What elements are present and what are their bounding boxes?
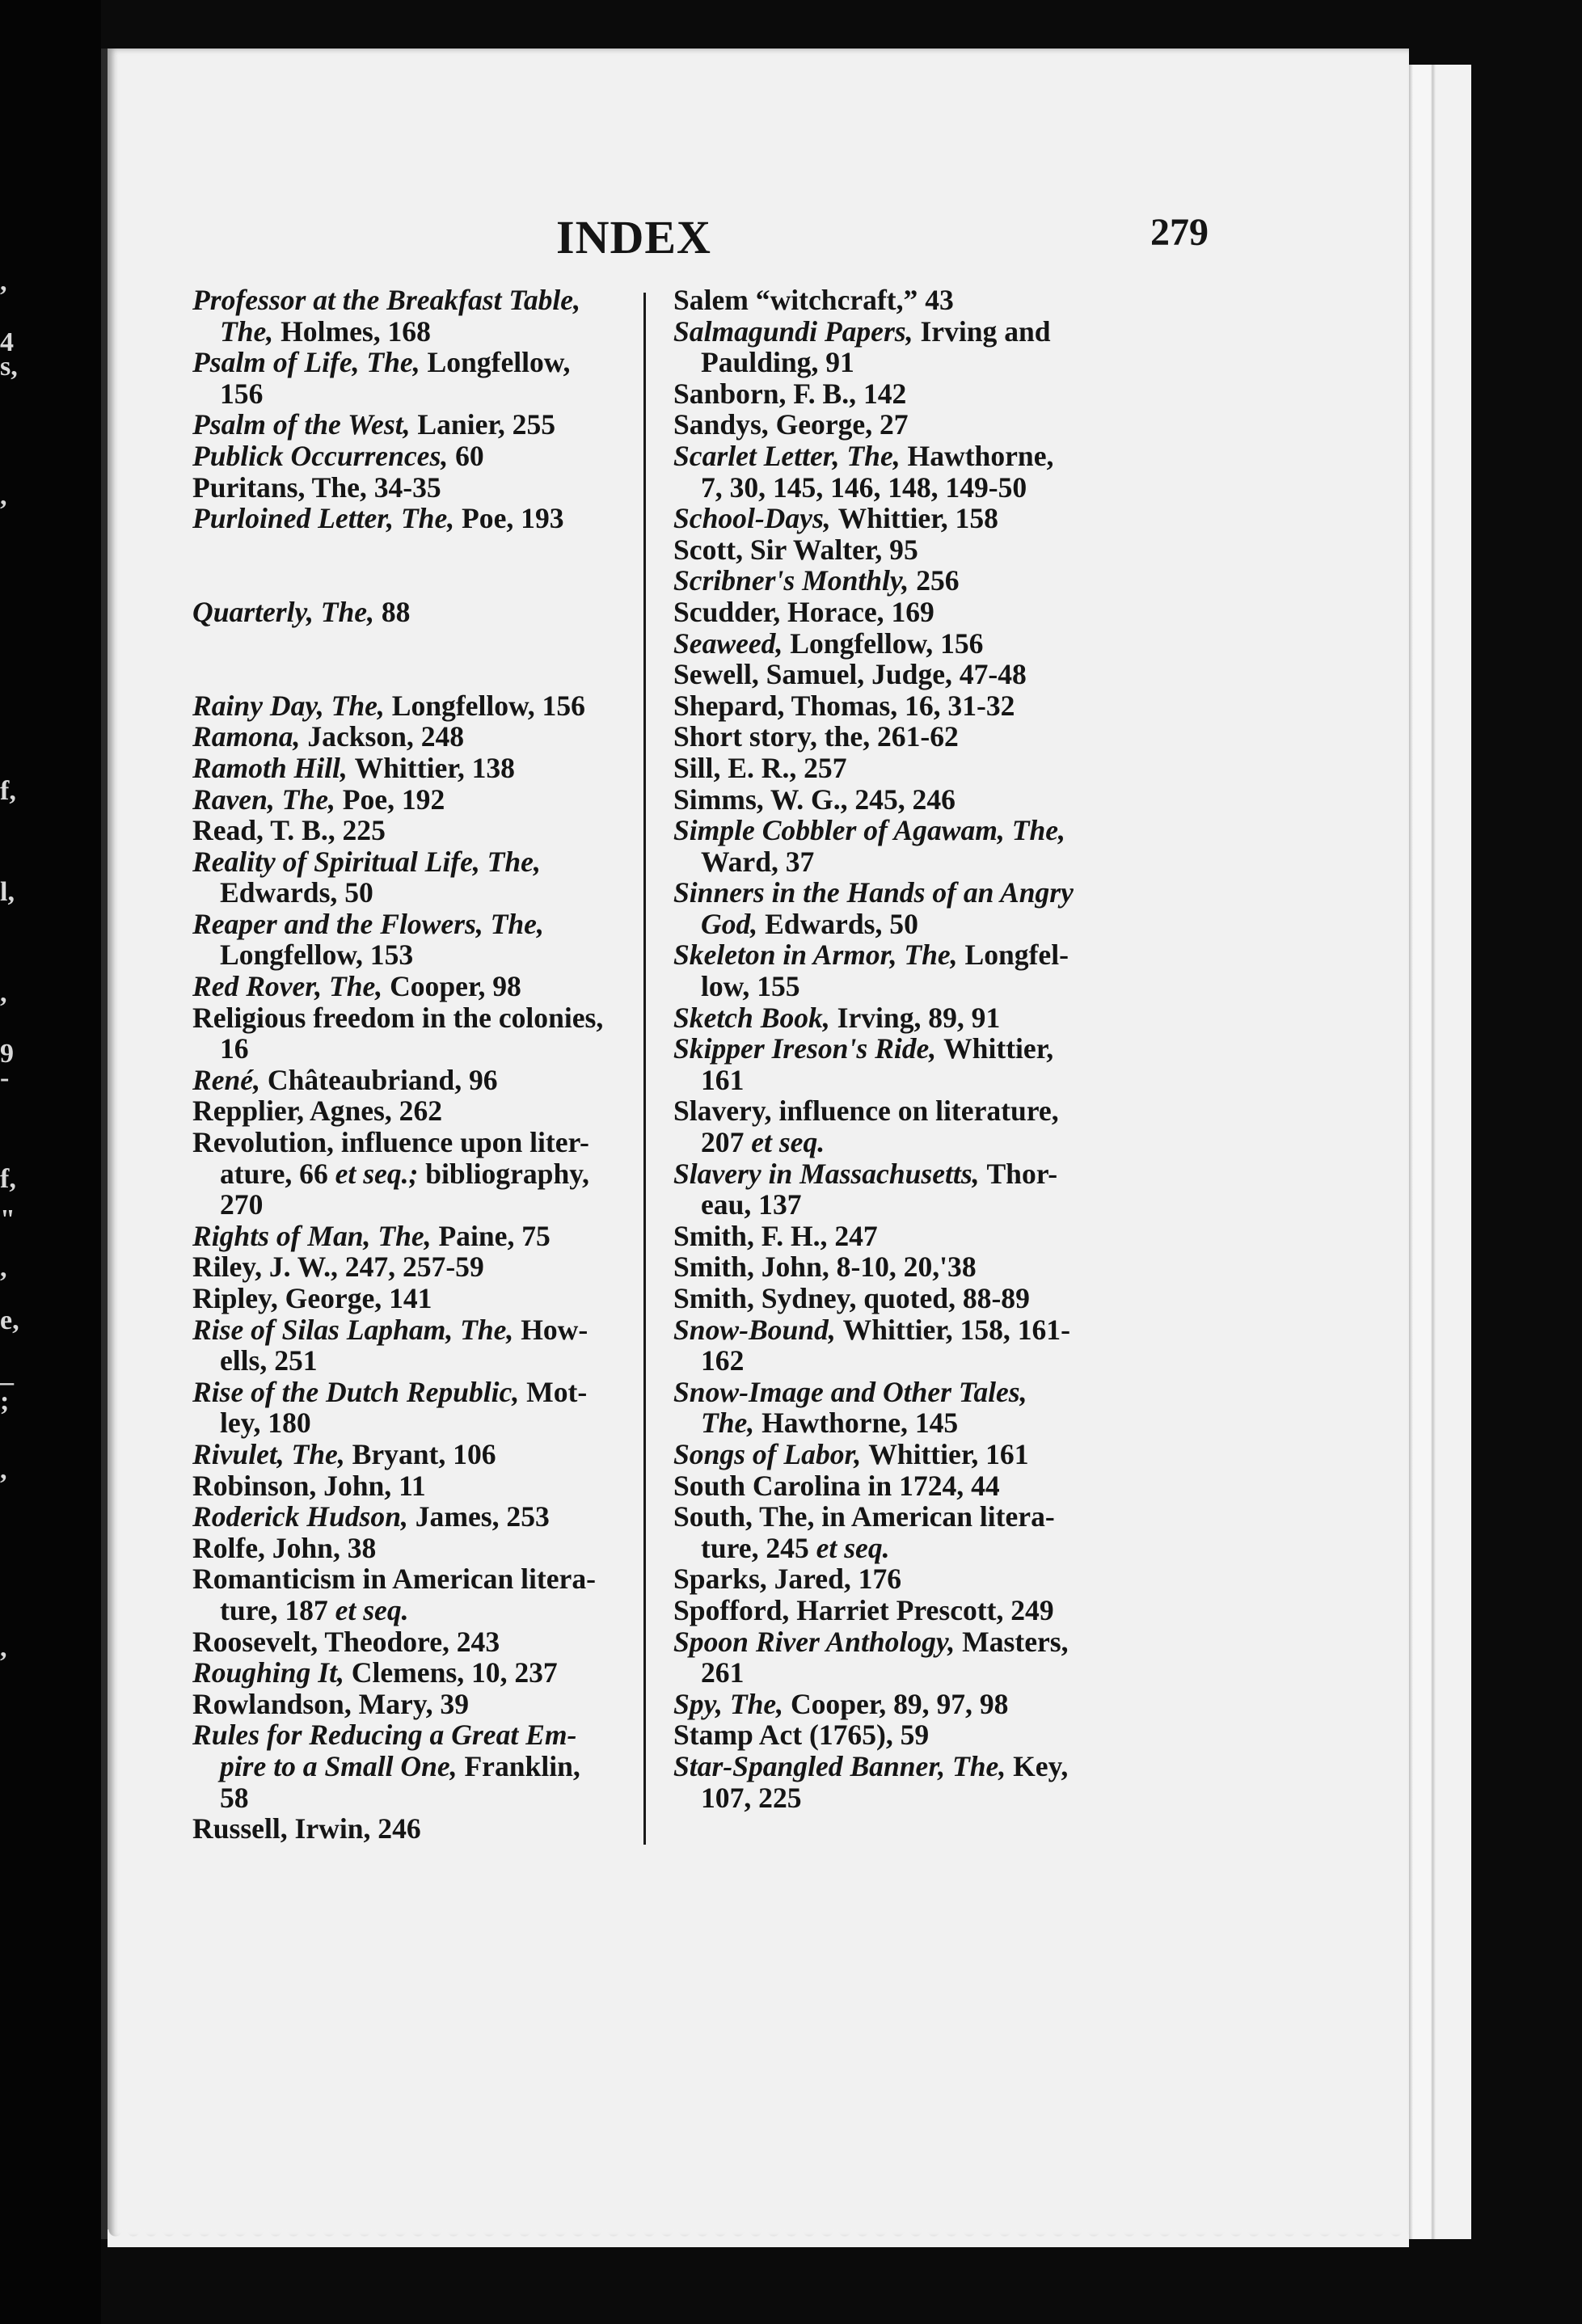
index-entry [192,1095,661,1127]
entry-text: Stamp Act (1765), 59 [673,1719,930,1752]
index-entry [192,1251,661,1283]
index-entry [673,1314,1142,1377]
section-gap [192,628,661,690]
entry-title: Slavery in Massachusetts, [673,1157,987,1190]
index-entry [192,409,661,441]
facing-page-fragment: e, [0,1305,19,1335]
entry-text: Scott, Sir Walter, 95 [673,533,918,566]
index-entry [192,1470,661,1502]
entry-title: God, [701,907,766,940]
entry-text: Poe, 192 [342,782,445,816]
entry-text: Revolution, influence upon liter- [192,1126,589,1159]
facing-page-fragment: , [0,481,7,511]
entry-text: Longfel- [964,938,1069,972]
entry-title: et seq. [335,1593,409,1626]
entry-text: Sandys, George, 27 [673,408,909,441]
facing-page-fragment: - [0,1063,10,1093]
index-entry [673,1439,1142,1470]
entry-title: Reaper and the Flowers, The, [192,907,544,940]
index-entry [192,909,661,971]
entry-title: Rights of Man, The, [192,1219,439,1252]
entry-title: The, [701,1407,762,1440]
entry-title: Quarterly, The, [192,595,382,628]
entry-text: 88 [381,595,411,628]
entry-text: Whittier, 158, 161- [842,1313,1070,1346]
entry-text: Masters, [962,1625,1069,1658]
index-entry [673,597,1142,628]
entry-title: Ramona, [192,720,308,753]
entry-title: Ramoth Hill, [192,751,355,784]
entry-text: Longfellow, 153 [220,938,414,972]
entry-text: Paine, 75 [438,1219,551,1252]
entry-text: Longfellow, [427,346,571,379]
entry-text: Puritans, The, 34-35 [192,470,441,504]
entry-title: Roughing It, [192,1656,352,1689]
entry-title: Rise of Silas Lapham, The, [192,1313,521,1346]
entry-title: et seq. [751,1126,825,1159]
entry-text: Poe, 193 [462,502,564,535]
entry-text: Lanier, 255 [417,408,556,441]
index-entry [673,503,1142,534]
facing-page-fragment: _ [0,1358,14,1388]
entry-text: Whittier, 158 [837,502,998,535]
index-entry [673,877,1142,939]
index-entry [673,1470,1142,1502]
index-entry [673,1283,1142,1314]
entry-text: Rolfe, John, 38 [192,1531,377,1564]
entry-title: Rivulet, The, [192,1437,352,1470]
entry-text: Edwards, 50 [220,876,373,909]
entry-text: Smith, John, 8-10, 20,'38 [673,1251,977,1284]
entry-text: Romanticism in American litera- [192,1563,596,1596]
entry-text: Riley, J. W., 247, 257-59 [192,1251,484,1284]
entry-text: Edwards, 50 [765,907,918,940]
entry-title: Seaweed, [673,626,791,660]
entry-text: Slavery, influence on literature, [673,1095,1059,1128]
entry-text: Roosevelt, Theodore, 243 [192,1625,500,1658]
index-entry [192,721,661,753]
entry-title: Skeleton in Armor, The, [673,938,965,972]
entry-text: Holmes, 168 [281,314,431,348]
entry-text: 107, 225 [701,1781,802,1814]
index-entry [673,753,1142,784]
entry-text: South, The, in American litera- [673,1500,1055,1533]
entry-title: Roderick Hudson, [192,1500,416,1533]
facing-page-fragment: , [0,978,7,1008]
entry-text: ature, 66 [220,1157,335,1190]
index-entry [673,1033,1142,1095]
entry-text: Thor- [986,1157,1058,1190]
index-entry [673,1719,1142,1751]
entry-text: South Carolina in 1724, 44 [673,1469,1000,1502]
entry-text: Franklin, [464,1749,580,1782]
entry-text: Short story, the, 261-62 [673,720,959,753]
entry-title: Scarlet Letter, The, [673,439,908,472]
entry-text: 256 [916,564,960,597]
entry-title: Psalm of Life, The, [192,346,428,379]
entry-text: 162 [701,1344,745,1377]
entry-text: Irving, 89, 91 [837,1001,1001,1034]
entry-text: Cooper, 98 [390,970,521,1003]
entry-text: ture, 187 [220,1593,335,1626]
entry-text: Sanborn, F. B., 142 [673,377,907,410]
entry-text: Mot- [526,1375,588,1408]
index-entry [673,1251,1142,1283]
facing-page-fragment: f, [0,1164,16,1194]
entry-text: Sill, E. R., 257 [673,751,847,784]
index-entry [673,316,1142,378]
index-entry [673,378,1142,410]
entry-text: Russell, Irwin, 246 [192,1812,421,1845]
facing-page-fragment: s, [0,352,18,382]
index-entry [192,472,661,504]
entry-title: Professor at the Breakfast Table, [192,284,580,316]
entry-title: Psalm of the West, [192,408,418,441]
entry-text: Smith, Sydney, quoted, 88-89 [673,1282,1030,1314]
entry-text: 60 [455,439,484,472]
index-entry [673,1158,1142,1221]
index-entry [673,939,1142,1002]
index-entry [673,721,1142,753]
entry-title: Rules for Reducing a Great Em- [192,1719,577,1752]
entry-text: Read, T. B., 225 [192,814,386,847]
index-entry [192,690,661,722]
entry-text: Repplier, Agnes, 262 [192,1095,443,1128]
facing-page-fragment: , [0,1633,7,1663]
entry-text: How- [521,1313,589,1346]
entry-title: Star-Spangled Banner, The, [673,1749,1014,1782]
index-entry [192,1626,661,1658]
index-entry [673,1501,1142,1563]
facing-page-fragment: l, [0,877,15,907]
index-entry [673,1563,1142,1595]
entry-text: Longfellow, 156 [391,689,585,722]
index-entry [673,1002,1142,1034]
entry-text: 261 [701,1656,745,1689]
index-entry [192,597,661,628]
index-entry [673,815,1142,877]
entry-title: Scribner's Monthly, [673,564,917,597]
section-gap [192,534,661,597]
entry-text: 207 [701,1126,752,1159]
entry-text: 156 [220,377,264,410]
index-column-left [192,285,661,1845]
index-entry [192,441,661,472]
index-entry [192,1377,661,1439]
entry-text: Rowlandson, Mary, 39 [192,1687,469,1720]
entry-text: ells, 251 [220,1344,318,1377]
index-entry [673,690,1142,722]
running-head: INDEX [556,211,711,264]
entry-title: Reality of Spiritual Life, The, [192,845,541,878]
entry-text: Hawthorne, 145 [761,1407,959,1440]
facing-page-fragment: 9 [0,1039,14,1069]
entry-title: Spoon River Anthology, [673,1625,963,1658]
entry-text: Hawthorne, [907,439,1054,472]
index-entry [673,565,1142,597]
entry-title: Rainy Day, The, [192,689,392,722]
index-entry [192,1501,661,1533]
index-entry [192,1439,661,1470]
index-entry [673,1221,1142,1252]
entry-title: Rise of the Dutch Republic, [192,1375,527,1408]
index-entry [673,285,1142,316]
entry-text: Bryant, 106 [352,1437,496,1470]
entry-text: Jackson, 248 [307,720,465,753]
index-entry [192,971,661,1002]
index-entry [673,441,1142,503]
entry-title: Songs of Labor, [673,1437,869,1470]
entry-title: Salmagundi Papers, [673,314,921,348]
entry-title: Simple Cobbler of Agawam, The, [673,814,1065,847]
index-entry [192,1127,661,1221]
entry-title: Skipper Ireson's Ride, [673,1032,944,1065]
page-number: 279 [1150,211,1209,254]
entry-text: Smith, F. H., 247 [673,1219,878,1252]
entry-text: 16 [220,1032,249,1065]
entry-text: Shepard, Thomas, 16, 31-32 [673,689,1015,722]
entry-title: Purloined Letter, The, [192,502,462,535]
entry-title: Red Rover, The, [192,970,390,1003]
index-entry [192,846,661,909]
index-entry [673,1595,1142,1626]
entry-text: Scudder, Horace, 169 [673,595,934,628]
entry-text: Clemens, 10, 237 [351,1656,558,1689]
entry-text: 270 [220,1188,264,1221]
entry-text: Ripley, George, 141 [192,1282,432,1314]
index-entry [192,1533,661,1564]
entry-text: Key, [1013,1749,1069,1782]
entry-text: Religious freedom in the colonies, [192,1001,604,1034]
index-entry [673,1689,1142,1720]
entry-title: pire to a Small One, [220,1749,465,1782]
column-divider [643,293,646,1845]
facing-page-fragment: , [0,1253,7,1283]
index-entry [192,1221,661,1252]
index-entry [192,285,661,347]
entry-text: Whittier, 138 [354,751,515,784]
entry-title: The, [220,314,281,348]
entry-text: Sparks, Jared, 176 [673,1563,902,1596]
index-entry [192,1002,661,1065]
index-entry [192,1813,661,1845]
index-entry [673,409,1142,441]
index-entry [192,1563,661,1626]
facing-page-fragment: 4 [0,327,14,357]
entry-text: ley, 180 [220,1407,311,1440]
entry-text: ture, 245 [701,1531,816,1564]
index-entry [192,503,661,534]
index-entry [192,1689,661,1720]
facing-page-fragment: , [0,267,7,297]
entry-text: Ward, 37 [701,845,815,878]
index-entry [673,1626,1142,1689]
entry-text: Spofford, Harriet Prescott, 249 [673,1593,1054,1626]
entry-text: Sewell, Samuel, Judge, 47-48 [673,658,1027,691]
entry-title: et seq.; [335,1157,426,1190]
index-entry [673,1751,1142,1813]
entry-text: Whittier, [943,1032,1054,1065]
entry-text: low, 155 [701,970,800,1003]
entry-text: eau, 137 [701,1188,802,1221]
entry-title: René, [192,1063,268,1096]
entry-text: Irving and [920,314,1051,348]
index-entry [673,534,1142,566]
entry-title: Snow-Bound, [673,1313,843,1346]
facing-page-fragment: f, [0,776,16,806]
entry-text: Longfellow, 156 [790,626,984,660]
facing-page-fragment: " [0,1204,15,1234]
entry-text: Châteaubriand, 96 [267,1063,498,1096]
index-entry [192,347,661,409]
index-entry [192,1065,661,1096]
entry-text: 7, 30, 145, 146, 148, 149-50 [701,470,1027,504]
index-entry [192,1283,661,1314]
index-entry [673,784,1142,816]
entry-text: Cooper, 89, 97, 98 [790,1687,1009,1720]
entry-title: Raven, The, [192,782,343,816]
entry-title: Publick Occurrences, [192,439,456,472]
entry-title: Snow-Image and Other Tales, [673,1375,1027,1408]
index-entry [192,784,661,816]
entry-text: 161 [701,1063,745,1096]
entry-text: bibliography, [425,1157,589,1190]
entry-title: Sketch Book, [673,1001,837,1034]
entry-title: School-Days, [673,502,838,535]
index-entry [673,628,1142,660]
index-entry [192,1657,661,1689]
facing-page-fragment: ; [0,1386,10,1416]
index-entry [673,659,1142,690]
index-entry [192,753,661,784]
entry-text: Robinson, John, 11 [192,1469,426,1502]
entry-text: Simms, W. G., 245, 246 [673,782,956,816]
book-page [101,49,1409,2239]
index-entry [192,1719,661,1813]
entry-title: Spy, The, [673,1687,791,1720]
entry-text: Salem “witchcraft,” 43 [673,284,954,316]
index-entry [192,815,661,846]
entry-title: Sinners in the Hands of an Angry [673,876,1074,909]
index-column-right [673,285,1142,1813]
entry-text: Whittier, 161 [868,1437,1029,1470]
facing-page-fragment: , [0,1455,7,1485]
entry-text: Paulding, 91 [701,346,854,379]
index-entry [673,1095,1142,1158]
entry-text: 58 [220,1781,249,1814]
index-entry [673,1377,1142,1439]
index-entry [192,1314,661,1377]
entry-title: et seq. [816,1531,890,1564]
entry-text: James, 253 [415,1500,550,1533]
